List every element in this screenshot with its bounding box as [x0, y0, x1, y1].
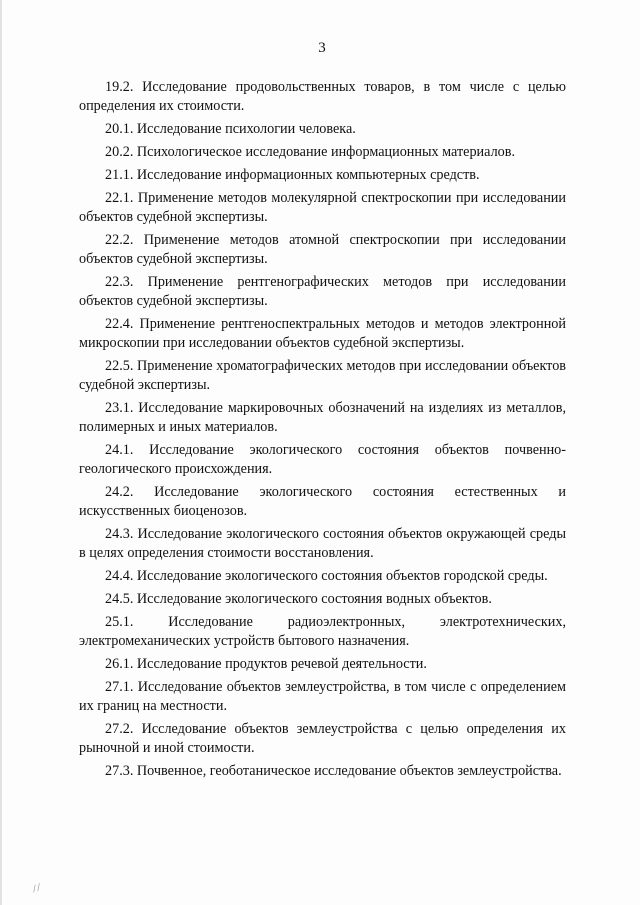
list-item-27-1: 27.1. Исследование объектов землеустройства, в том числе с определением их границ на местности. [79, 679, 566, 714]
list-item-24-3: 24.3. Исследование экологического состояния объектов окружающей среды в целях определения стоимости восстановления. [79, 526, 566, 561]
list-item-22-5: 22.5. Применение хроматографических методов при исследовании объектов судебной экспертизы. [79, 358, 566, 393]
scan-artifact-mark: ⁄ ⁄ [32, 883, 42, 895]
list-item-22-1: 22.1. Применение методов молекулярной спектроскопии при исследовании объектов судебной экспертизы. [79, 190, 566, 225]
list-item-21-1: 21.1. Исследование информационных компьютерных средств. [105, 167, 480, 183]
list-item-24-4: 24.4. Исследование экологического состояния объектов городской среды. [105, 568, 548, 584]
list-item-23-1: 23.1. Исследование маркировочных обозначений на изделиях из металлов, полимерных и иных материалов. [79, 400, 566, 435]
list-item-27-2: 27.2. Исследование объектов землеустройства с целью определения их рыночной и иной стоимости. [79, 721, 566, 756]
page-number: 3 [318, 40, 326, 56]
list-item-24-2: 24.2. Исследование экологического состояния естественных и искусственных биоценозов. [79, 484, 566, 519]
list-item-19-2: 19.2. Исследование продовольственных товаров, в том числе с целью определения их стоимости. [79, 79, 566, 114]
list-item-25-1: 25.1. Исследование радиоэлектронных, электротехнических, электромеханических устройств бытового назначения. [79, 614, 566, 649]
expertise-list [79, 78, 566, 785]
list-item-27-3: 27.3. Почвенное, геоботаническое исследование объектов землеустройства. [105, 763, 562, 779]
list-item-26-1: 26.1. Исследование продуктов речевой деятельности. [105, 656, 427, 672]
list-item-20-2: 20.2. Психологическое исследование информационных материалов. [105, 144, 515, 160]
list-item-20-1: 20.1. Исследование психологии человека. [105, 121, 356, 137]
list-item-22-3: 22.3. Применение рентгенографических методов при исследовании объектов судебной экспертизы. [79, 274, 566, 309]
list-item-22-2: 22.2. Применение методов атомной спектроскопии при исследовании объектов судебной экспертизы. [79, 232, 566, 267]
list-item-24-1: 24.1. Исследование экологического состояния объектов почвенно-геологического происхождения. [79, 442, 566, 477]
list-item-22-4: 22.4. Применение рентгеноспектральных методов и методов электронной микроскопии при исследовании объектов судебной экспертизы. [79, 316, 566, 351]
list-item-24-5: 24.5. Исследование экологического состояния водных объектов. [105, 591, 492, 607]
